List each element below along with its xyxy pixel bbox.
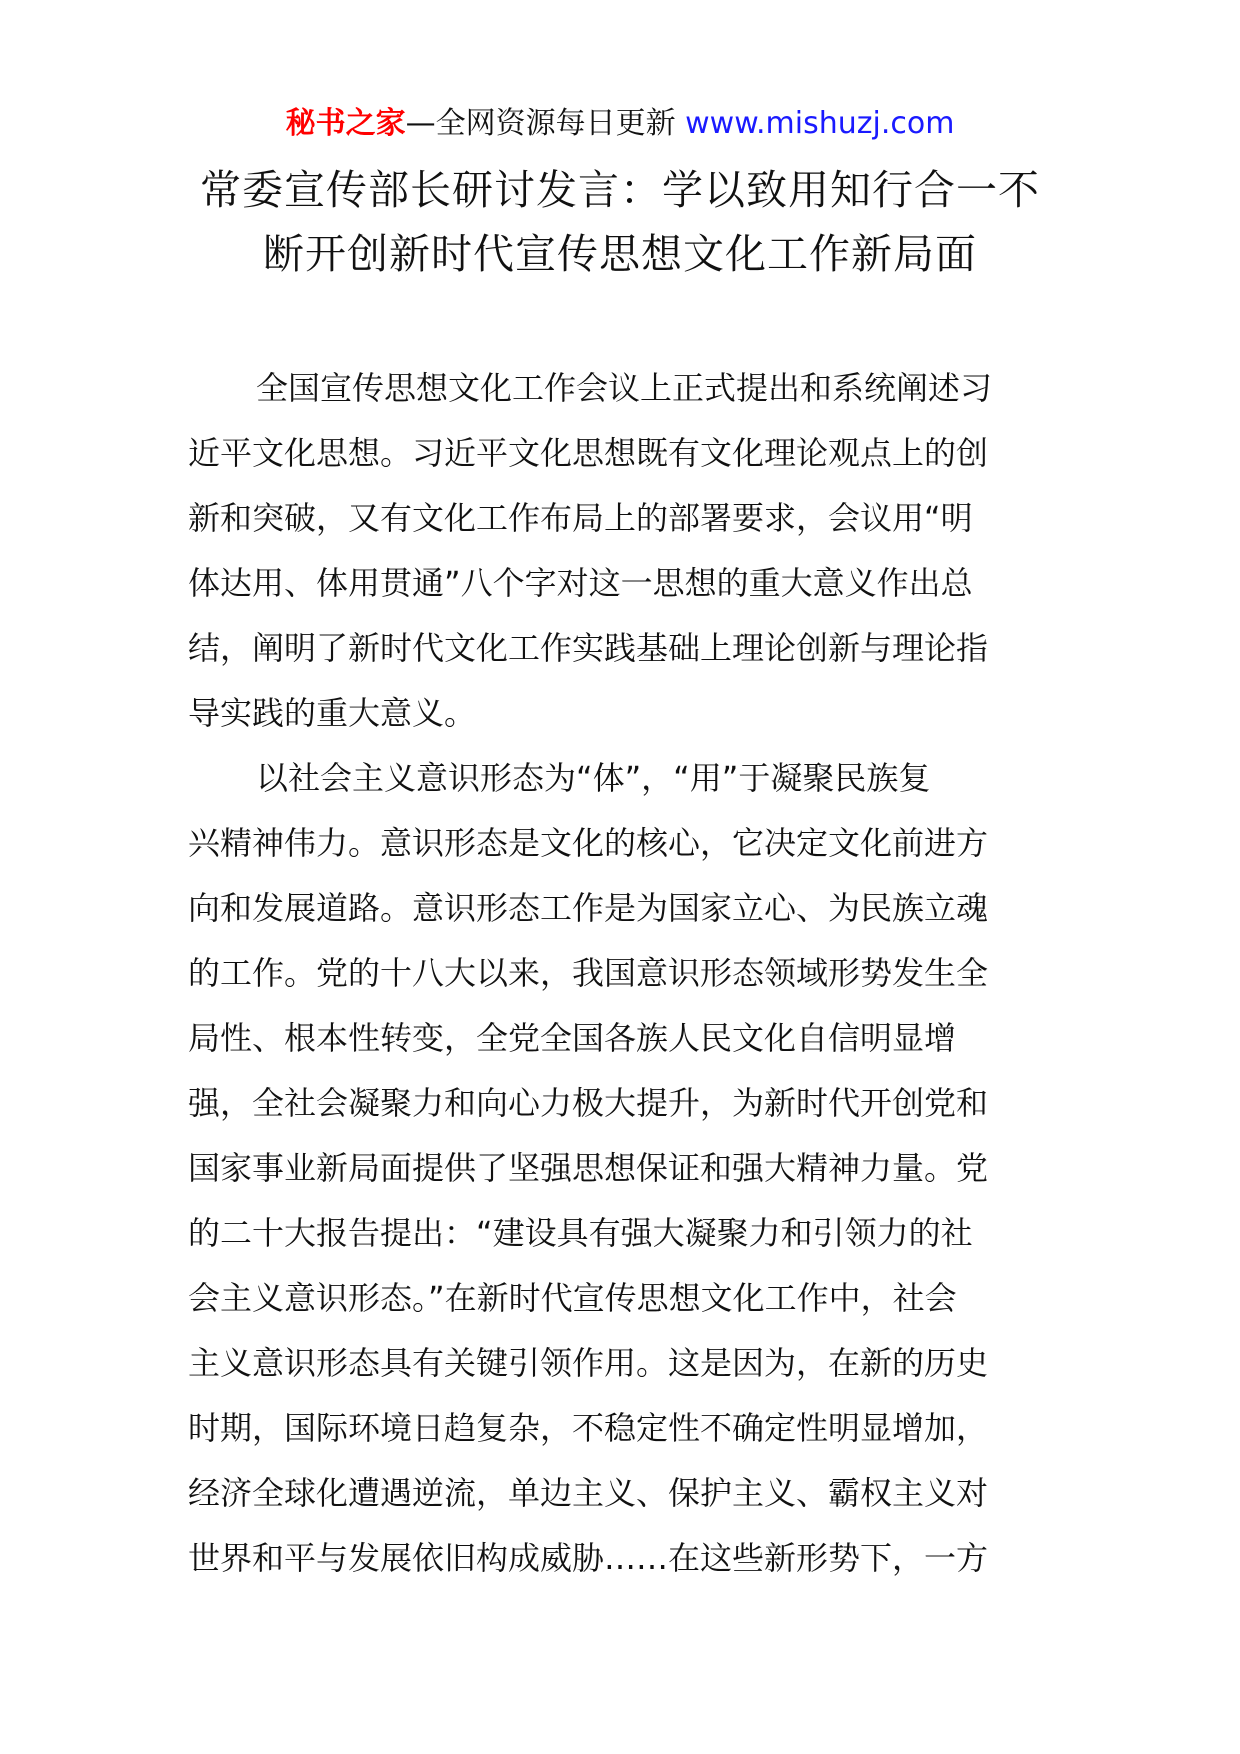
site-url-link[interactable]: www.mishuzj.com bbox=[685, 106, 955, 141]
text-line: 时期，国际环境日趋复杂，不稳定性不确定性明显增加， bbox=[188, 1409, 989, 1447]
text-line: 新和突破，又有文化工作布局上的部署要求，会议用“明 bbox=[188, 499, 973, 537]
text-line: 向和发展道路。意识形态工作是为国家立心、为民族立魂 bbox=[188, 889, 989, 927]
text-line: 会主义意识形态。”在新时代宣传思想文化工作中，社会 bbox=[188, 1279, 957, 1317]
text-line: 局性、根本性转变，全党全国各族人民文化自信明显增 bbox=[188, 1019, 957, 1057]
text-line: 国家事业新局面提供了坚强思想保证和强大精神力量。党 bbox=[188, 1149, 989, 1187]
title-line: 断开创新时代宣传思想文化工作新局面 bbox=[263, 230, 977, 278]
text-line: 经济全球化遭遇逆流，单边主义、保护主义、霸权主义对 bbox=[188, 1474, 989, 1512]
document-title bbox=[160, 158, 1080, 286]
site-header bbox=[0, 100, 1240, 148]
paragraph-1 bbox=[188, 356, 1052, 746]
text-line: 导实践的重大意义。 bbox=[188, 694, 477, 732]
text-line: 兴精神伟力。意识形态是文化的核心，它决定文化前进方 bbox=[188, 824, 989, 862]
title-line: 常委宣传部长研讨发言：学以致用知行合一不 bbox=[200, 166, 1040, 214]
text-line: 强，全社会凝聚力和向心力极大提升，为新时代开创党和 bbox=[188, 1084, 989, 1122]
text-line: 的工作。党的十八大以来，我国意识形态领域形势发生全 bbox=[188, 954, 989, 992]
text-line: 世界和平与发展依旧构成威胁……在这些新形势下，一方 bbox=[188, 1539, 989, 1577]
text-line: 主义意识形态具有关键引领作用。这是因为，在新的历史 bbox=[188, 1344, 989, 1382]
text-line: 全国宣传思想文化工作会议上正式提出和系统阐述习 bbox=[256, 369, 993, 407]
text-line: 的二十大报告提出：“建设具有强大凝聚力和引领力的社 bbox=[188, 1214, 973, 1252]
paragraph-2 bbox=[188, 746, 1052, 1591]
site-brand: 秘书之家 bbox=[285, 106, 406, 141]
text-line: 以社会主义意识形态为“体”，“用”于凝聚民族复 bbox=[256, 759, 931, 797]
text-line: 结，阐明了新时代文化工作实践基础上理论创新与理论指 bbox=[188, 629, 989, 667]
text-line: 近平文化思想。习近平文化思想既有文化理论观点上的创 bbox=[188, 434, 989, 472]
text-line: 体达用、体用贯通”八个字对这一思想的重大意义作出总 bbox=[188, 564, 973, 602]
document-body bbox=[188, 356, 1052, 1591]
site-slogan: —全网资源每日更新 bbox=[405, 106, 686, 141]
